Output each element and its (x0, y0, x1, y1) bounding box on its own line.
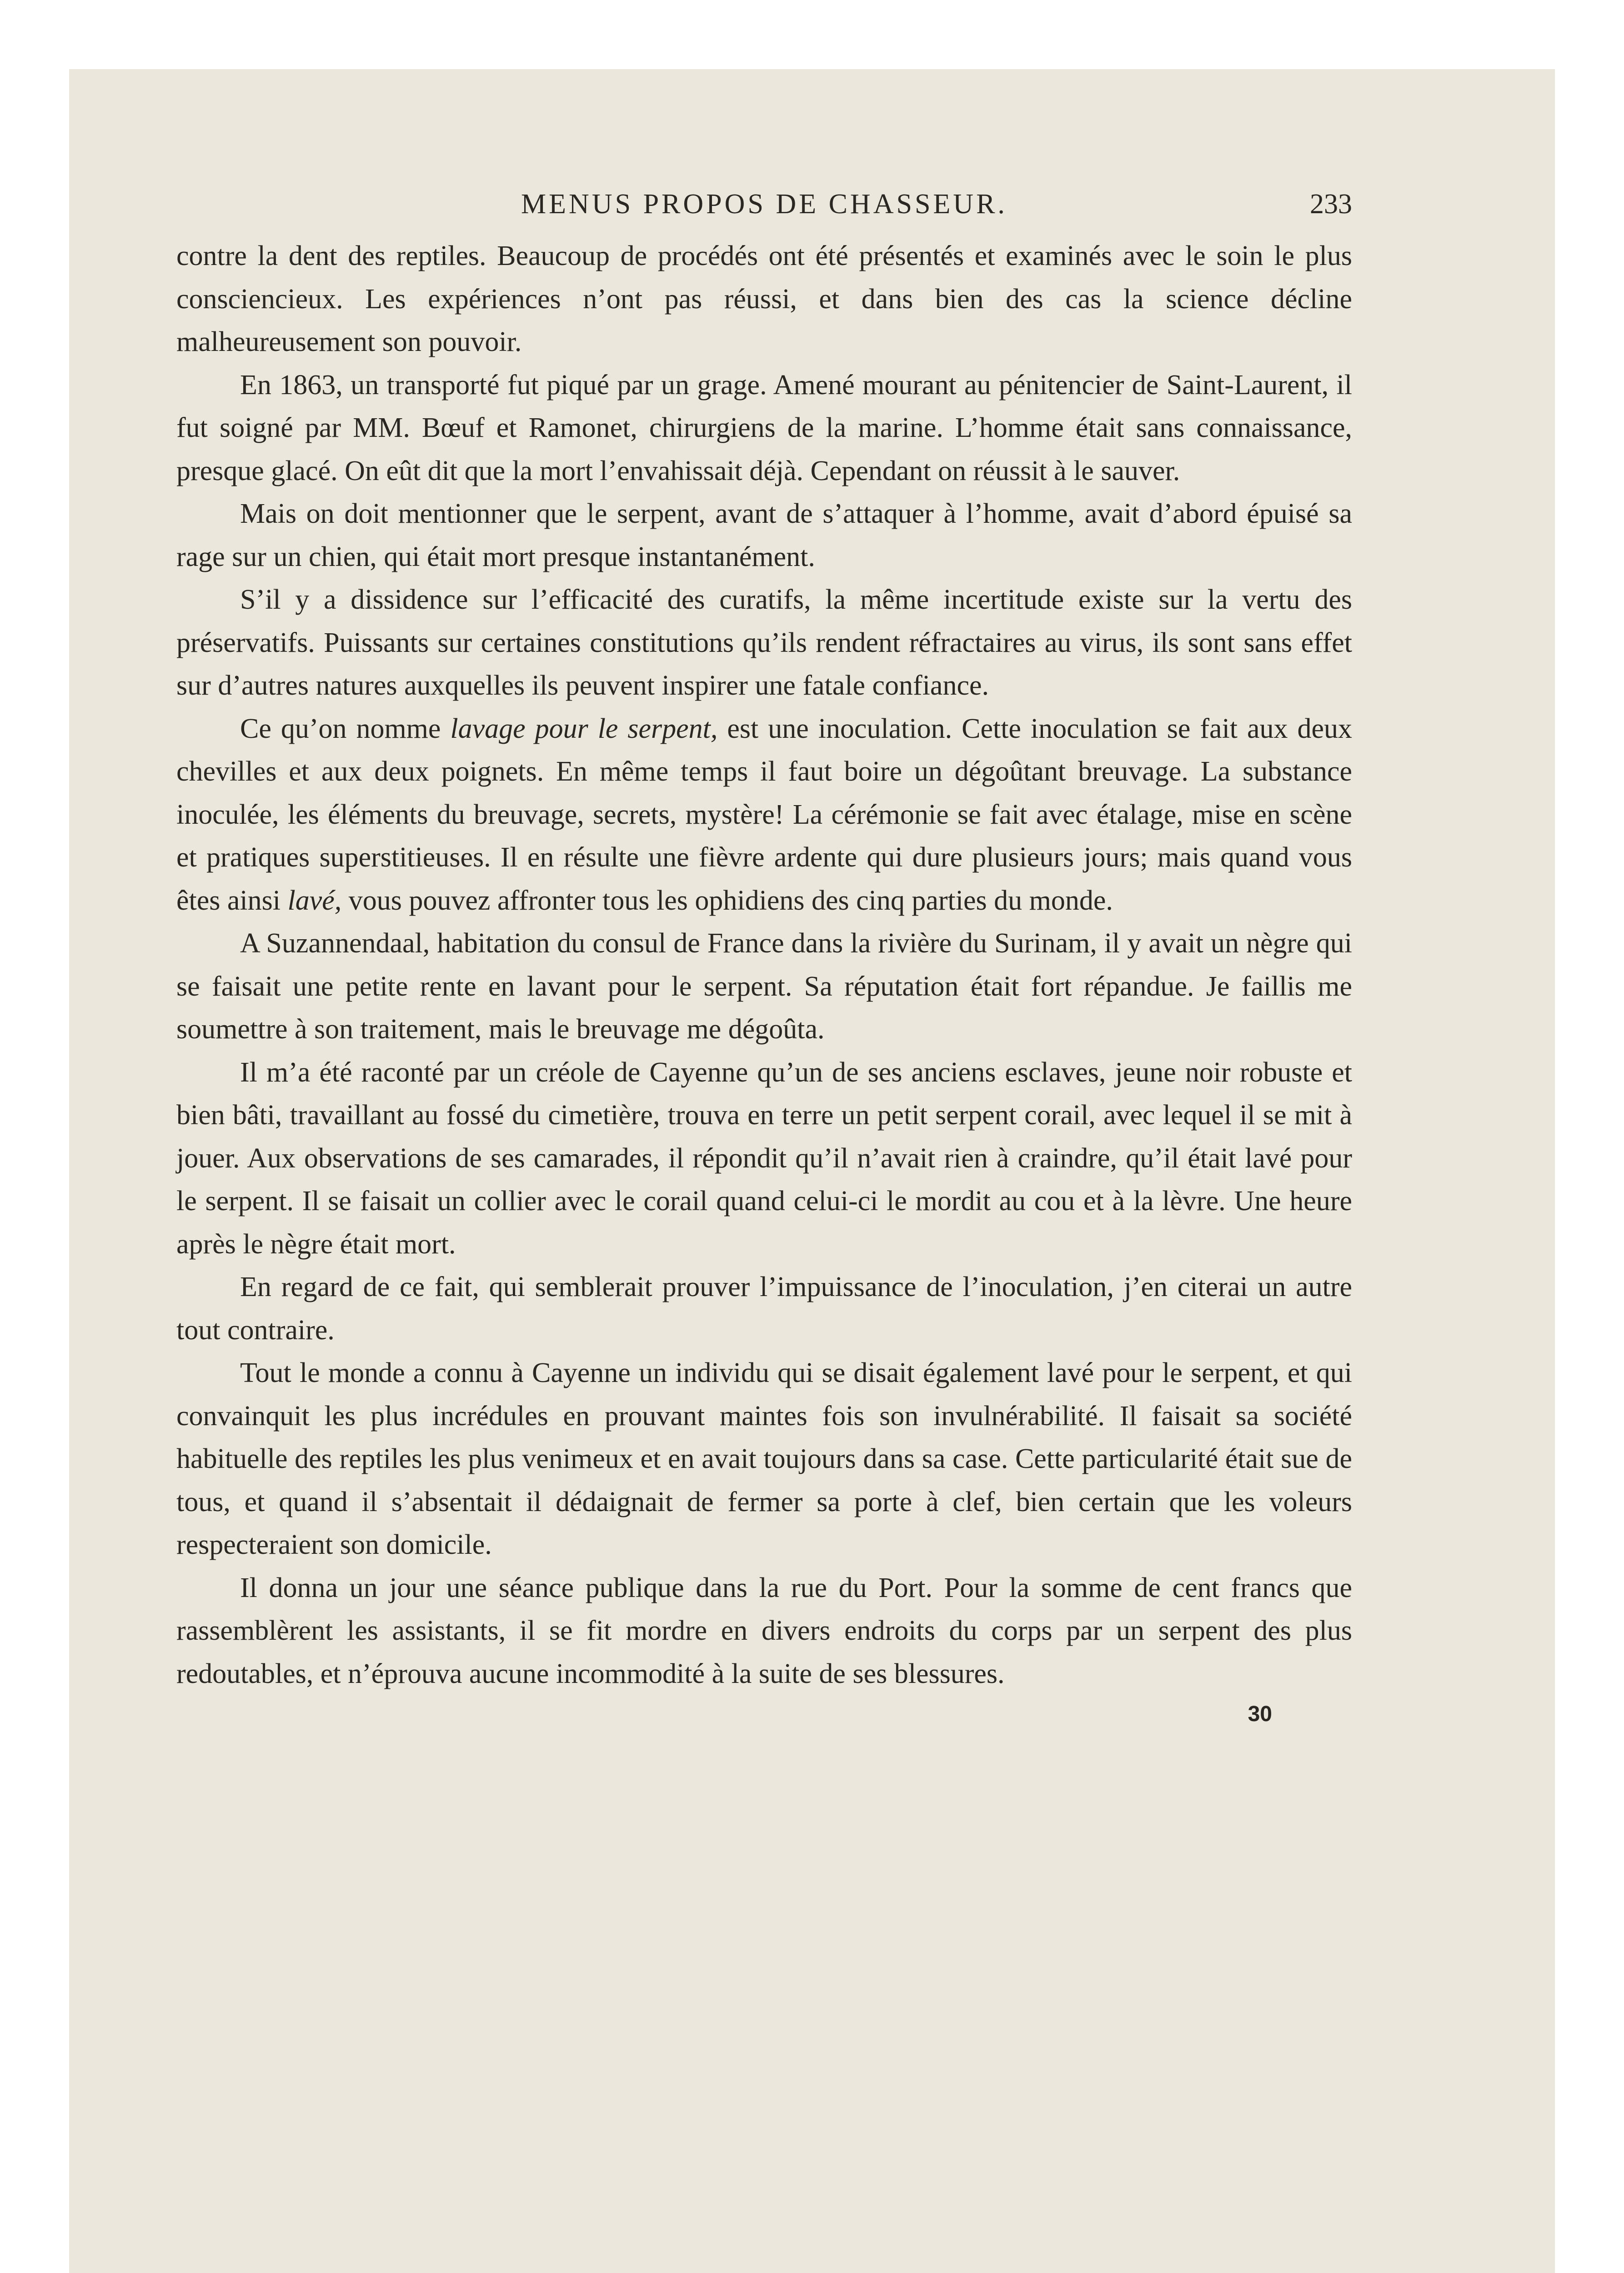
paragraph-5-part-2: est une inoculation. Cette inoculation se fait aux deux chevilles et aux deux poignets. En même temps il faut boire un dégoûtant breuvage. La substance inoculée, les éléments du breuvage, secrets, mystère! La cérémonie se fait avec étalage, mise en scène et pratiques superstitieuses. Il en résulte une fièvre ardente qui dure plusieurs jours; mais quand vous êtes ainsi (176, 713, 1352, 916)
paragraph-5-part-1: Ce qu’on nomme (240, 713, 451, 744)
book-page (69, 69, 1555, 2273)
running-head (176, 180, 1352, 235)
paragraph-6: A Suzannendaal, habitation du consul de France dans la rivière du Surinam, il y avait un nègre qui se faisait une petite rente en lavant pour le serpent. Sa réputation était fort répandue. Je faillis me soumettre à son traitement, mais le breuvage me dégoûta. (176, 928, 1352, 1045)
paragraph-7: Il m’a été raconté par un créole de Cayenne qu’un de ses anciens esclaves, jeune noir robuste et bien bâti, travaillant au fossé du cimetière, trouva en terre un petit serpent corail, avec lequel il se mit à jouer. Aux observations de ses camarades, il répondit qu’il n’avait rien à craindre, qu’il était lavé pour le serpent. Il se faisait un collier avec le corail quand celui-ci le mordit au cou et à la lèvre. Une heure après le nègre était mort. (176, 1056, 1352, 1260)
paragraph-10: Il donna un jour une séance publique dans la rue du Port. Pour la somme de cent francs que rassemblèrent les assistants, il se fit mordre en divers endroits du corps par un serpent des plus redoutables, et n’éprouva aucune incommodité à la suite de ses blessures. (176, 1572, 1352, 1689)
text-block (176, 180, 1352, 1745)
paragraph-3: Mais on doit mentionner que le serpent, avant de s’attaquer à l’homme, avait d’abord épuisé sa rage sur un chien, qui était mort presque instantanément. (176, 498, 1352, 572)
paragraph-2: En 1863, un transporté fut piqué par un grage. Amené mourant au pénitencier de Saint-Laurent, il fut soigné par MM. Bœuf et Ramonet, chirurgiens de la marine. L’homme était sans connaissance, presque glacé. On eût dit que la mort l’envahissait déjà. Cependant on réussit à le sauver. (176, 369, 1352, 486)
paragraph-5-part-3: vous pouvez affronter tous les ophidiens des cinq parties du monde. (341, 885, 1113, 916)
paragraph-5 (176, 707, 1352, 922)
running-title: MENUS PROPOS DE CHASSEUR. (521, 189, 1007, 220)
italic-term-lavage: lavage pour le serpent, (450, 713, 718, 744)
signature-area (176, 1695, 1352, 1745)
paragraph-1: contre la dent des reptiles. Beaucoup de procédés ont été présentés et examinés avec le soin le plus consciencieux. Les expériences n’ont pas réussi, et dans bien des cas la science décline malheureusement son pouvoir. (176, 240, 1352, 357)
paragraph-9: Tout le monde a connu à Cayenne un individu qui se disait également lavé pour le serpent, et qui convainquit les plus incrédules en prouvant maintes fois son invulnérabilité. Il faisait sa société habituelle des reptiles les plus venimeux et en avait toujours dans sa case. Cette particularité était sue de tous, et quand il s’absentait il dédaignait de fermer sa porte à clef, bien certain que les voleurs respecteraient son domicile. (176, 1357, 1352, 1560)
paragraph-8: En regard de ce fait, qui semblerait prouver l’impuissance de l’inoculation, j’en citerai un autre tout contraire. (176, 1272, 1352, 1346)
signature-mark: 30 (1248, 1702, 1272, 1726)
italic-term-lave: lavé, (287, 885, 342, 916)
page-number: 233 (1310, 189, 1352, 220)
paragraph-4: S’il y a dissidence sur l’efficacité des curatifs, la même incertitude existe sur la vertu des préservatifs. Puissants sur certaines constitutions qu’ils rendent réfractaires au virus, ils sont sans effet sur d’autres natures auxquelles ils peuvent inspirer une fatale confiance. (176, 584, 1352, 701)
